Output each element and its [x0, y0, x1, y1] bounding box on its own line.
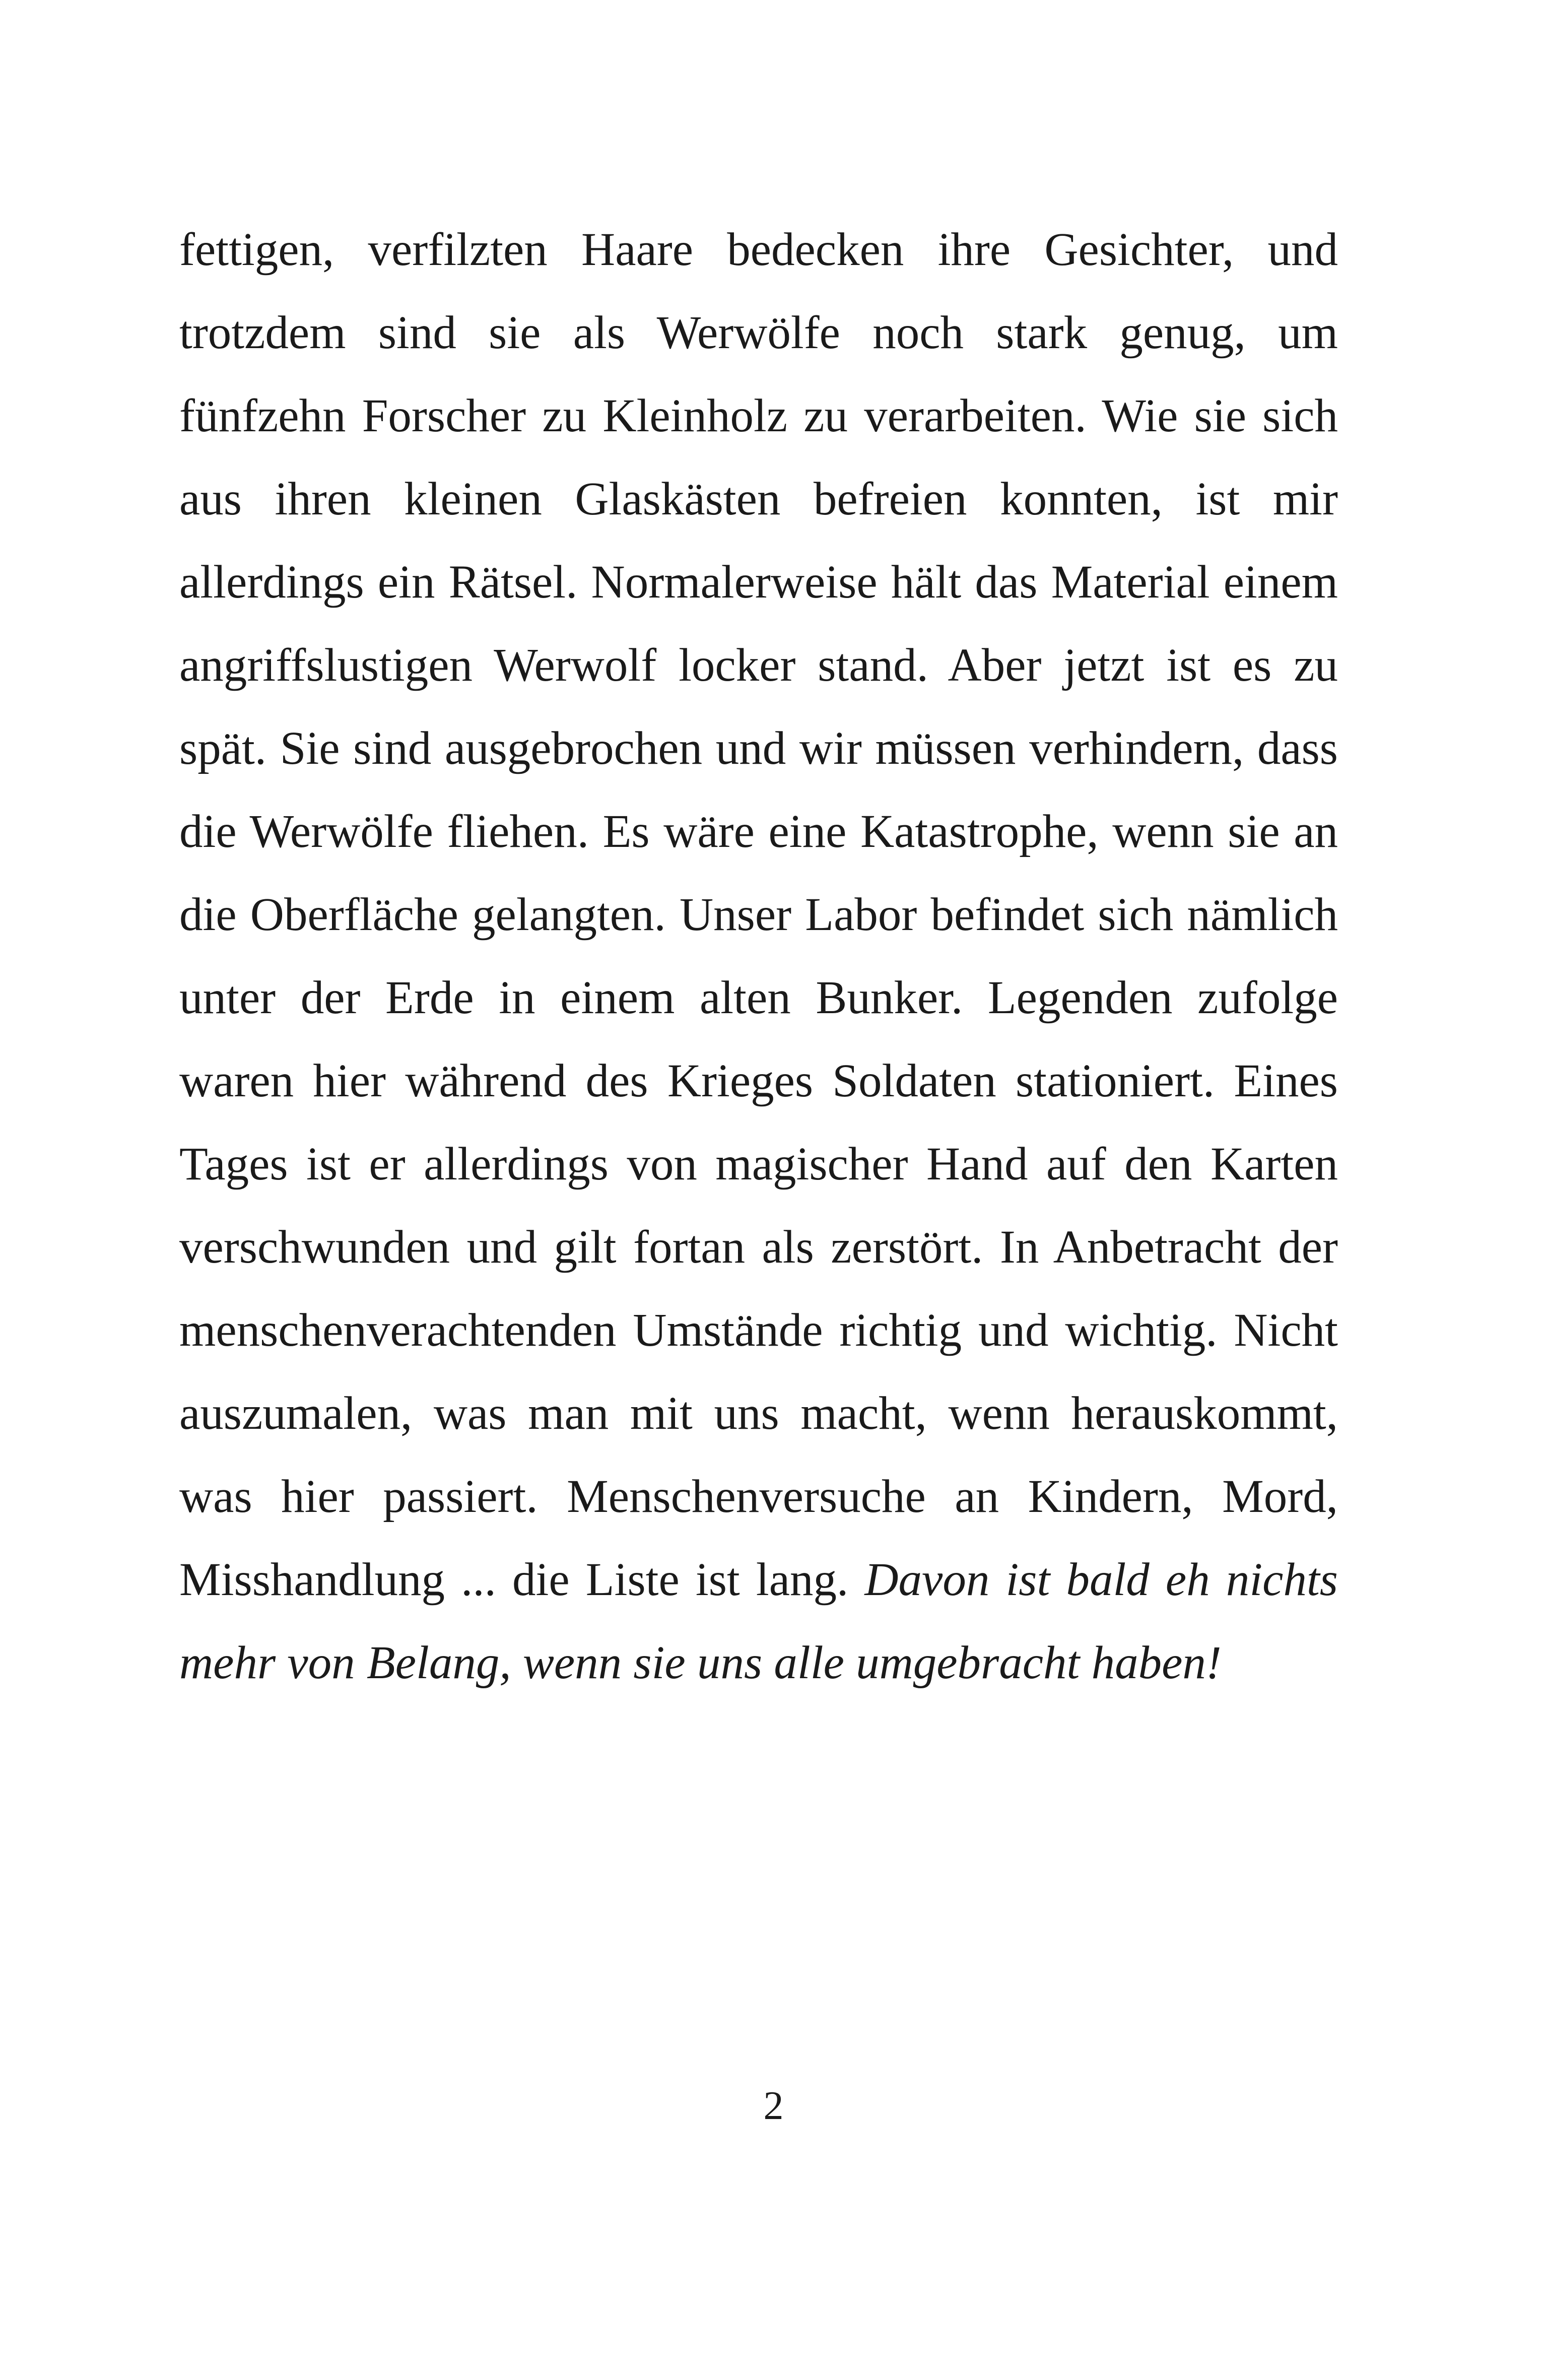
paragraph-italic-text: Davon ist bald eh nichts mehr von Belang, wenn sie uns alle umgebracht haben! [179, 1554, 1338, 1689]
paragraph-text: fettigen, verfilzten Haare bedecken ihre Gesichter, und trotzdem sind sie als Werwölfe noch stark genug, um fünfzehn Forscher zu Kleinholz zu verarbeiten. Wie sie sich aus ihren kleinen Glaskästen befreien konnten, ist mir allerdings ein Rätsel. Normalerweise hält das Material einem angriffslustigen Werwolf locker stand. Aber jetzt ist es zu spät. Sie sind ausgebrochen und wir müssen verhindern, dass die Werwölfe fliehen. Es wäre eine Katastrophe, wenn sie an die Oberfläche gelangten. Unser Labor befindet sich nämlich unter der Erde in einem alten Bunker. Legenden zufolge waren hier während des Krieges Soldaten stationiert. Eines Tages ist er allerdings von magischer Hand auf den Karten verschwunden und gilt fortan als zerstört. In Anbetracht der menschenverachtenden Umstände richtig und wichtig. Nicht auszumalen, was man mit uns macht, wenn herauskommt, was hier passiert. Menschenversuche an Kindern, Mord, Misshandlung ... die Liste ist lang. [179, 224, 1338, 1606]
page-number: 2 [763, 2084, 784, 2128]
body-paragraph [179, 208, 1338, 1704]
